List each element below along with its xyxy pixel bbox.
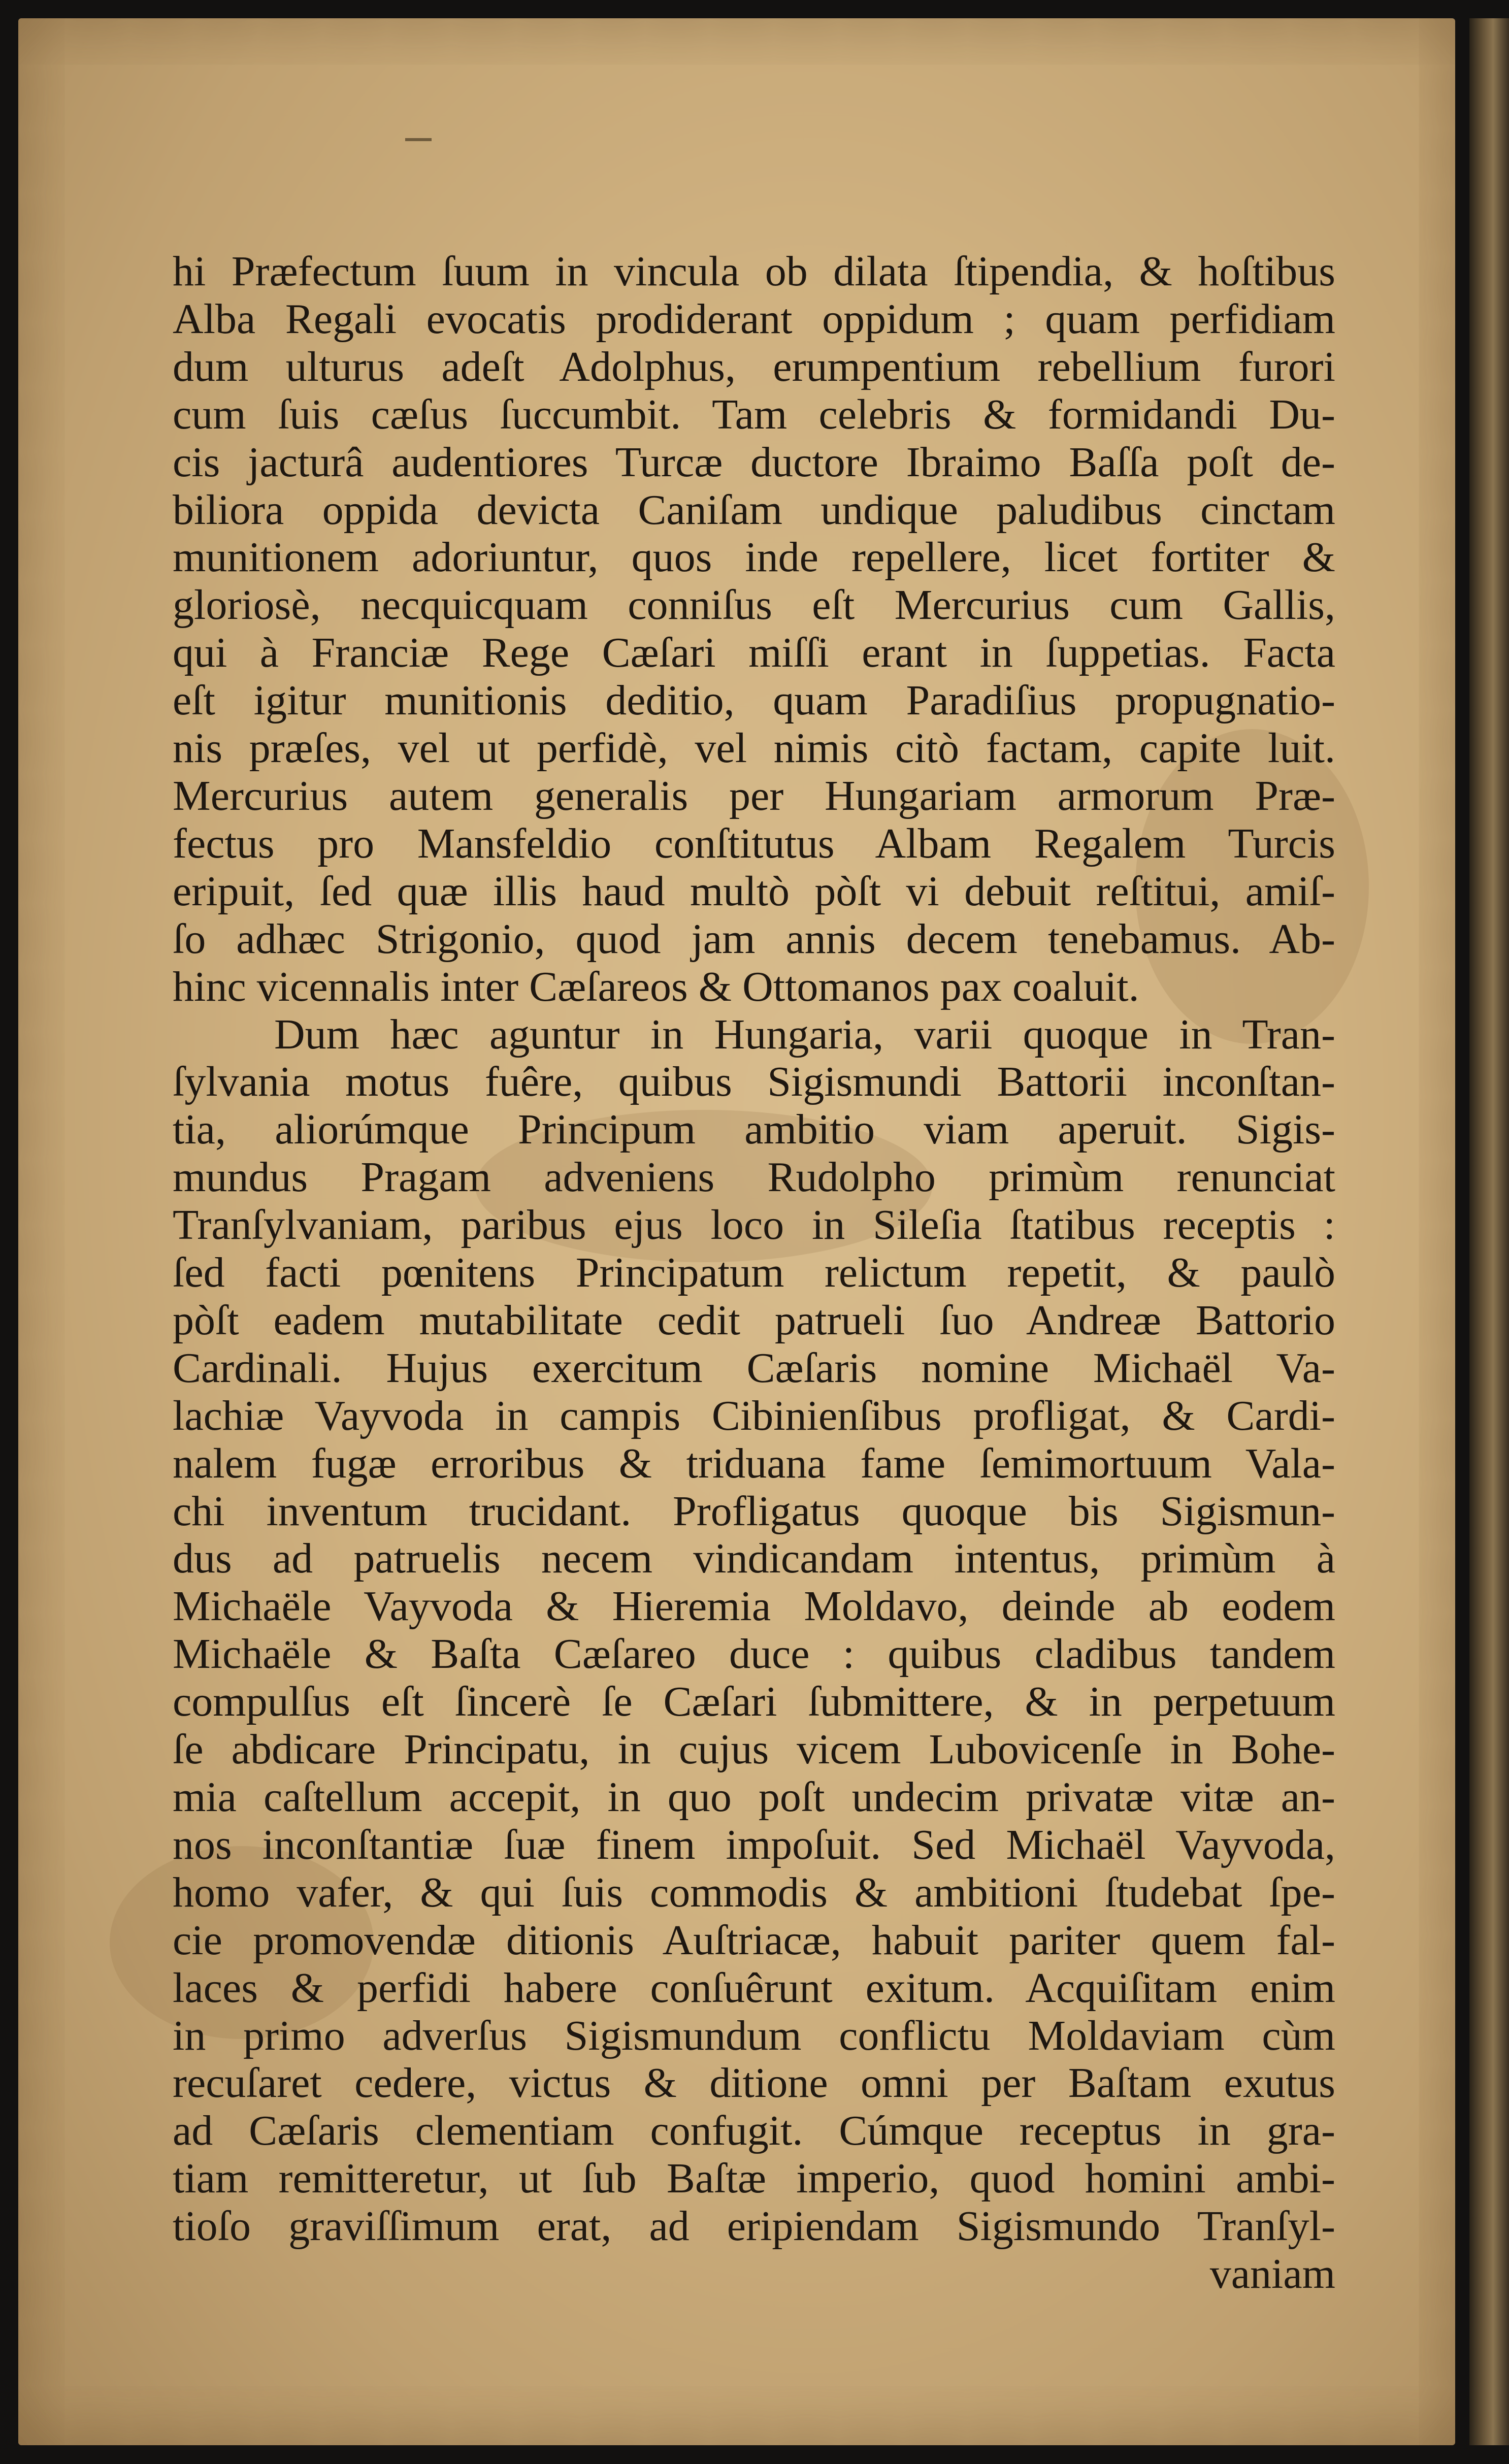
- text-line: Tranſylvaniam, paribus ejus loco in Sileſia ſtatibus receptis :: [173, 1201, 1335, 1249]
- text-line: mia caſtellum accepit, in quo poſt undecim privatæ vitæ an-: [173, 1773, 1335, 1821]
- text-line: cie promovendæ ditionis Auſtriacæ, habuit pariter quem fal-: [173, 1916, 1335, 1964]
- text-line: compulſus eſt ſincerè ſe Cæſari ſubmittere, & in perpetuum: [173, 1678, 1335, 1726]
- text-line: Mercurius autem generalis per Hungariam armorum Præ-: [173, 772, 1335, 819]
- text-line: ſylvania motus fuêre, quibus Sigismundi Battorii inconſtan-: [173, 1058, 1335, 1106]
- text-line: pòſt eadem mutabilitate cedit patrueli ſuo Andreæ Battorio: [173, 1296, 1335, 1344]
- text-line: dum ulturus adeſt Adolphus, erumpentium rebellium furori: [173, 343, 1335, 390]
- text-line: biliora oppida devicta Caniſam undique paludibus cinctam: [173, 486, 1335, 534]
- text-line: eripuit, ſed quæ illis haud multò pòſt vi debuit reſtitui, amiſ-: [173, 867, 1335, 915]
- text-line: ſed facti pœnitens Principatum relictum repetit, & paulò: [173, 1249, 1335, 1297]
- text-line: tiam remitteretur, ut ſub Baſtæ imperio, quod homini ambi-: [173, 2155, 1335, 2203]
- text-line: qui à Franciæ Rege Cæſari miſſi erant in ſuppetias. Facta: [173, 629, 1335, 677]
- text-line: gloriosè, necquicquam conniſus eſt Mercurius cum Gallis,: [173, 581, 1335, 629]
- text-line: eſt igitur munitionis deditio, quam Paradiſius propugnatio-: [173, 677, 1335, 725]
- text-line: fectus pro Mansfeldio conſtitutus Albam Regalem Turcis: [173, 819, 1335, 867]
- text-line: tia, aliorúmque Principum ambitio viam aperuit. Sigis-: [173, 1106, 1335, 1154]
- text-line: hi Præfectum ſuum in vincula ob dilata ſtipendia, & hoſtibus: [173, 248, 1335, 295]
- text-line: nalem fugæ erroribus & triduana fame ſemimortuum Vala-: [173, 1439, 1335, 1487]
- text-line: ſo adhæc Strigonio, quod jam annis decem tenebamus. Ab-: [173, 915, 1335, 963]
- text-line: dus ad patruelis necem vindicandam intentus, primùm à: [173, 1535, 1335, 1583]
- text-line: homo vafer, & qui ſuis commodis & ambitioni ſtudebat ſpe-: [173, 1868, 1335, 1916]
- text-line: Cardinali. Hujus exercitum Cæſaris nomine Michaël Va-: [173, 1344, 1335, 1392]
- text-line: tioſo graviſſimum erat, ad eripiendam Sigismundo Tranſyl-: [173, 2203, 1335, 2250]
- catchword: vaniam: [1209, 2250, 1335, 2298]
- text-line: laces & perfidi habere conſuêrunt exitum. Acquiſitam enim: [173, 1964, 1335, 2012]
- text-line: nis præſes, vel ut perfidè, vel nimis citò factam, capite luit.: [173, 725, 1335, 772]
- text-line: recuſaret cedere, victus & ditione omni per Baſtam exutus: [173, 2059, 1335, 2107]
- text-line: Alba Regali evocatis prodiderant oppidum ; quam perfidiam: [173, 295, 1335, 343]
- book-spine-edge: [1469, 18, 1509, 2445]
- ink-mark: [405, 138, 432, 141]
- page-body-text: [173, 248, 1335, 2298]
- paragraph-first-line: Dum hæc aguntur in Hungaria, varii quoque in Tran-: [274, 1010, 1335, 1058]
- text-line: in primo adverſus Sigismundum conflictu Moldaviam cùm: [173, 2012, 1335, 2059]
- text-line: ad Cæſaris clementiam confugit. Cúmque receptus in gra-: [173, 2107, 1335, 2155]
- text-line: cis jacturâ audentiores Turcæ ductore Ibraimo Baſſa poſt de-: [173, 438, 1335, 486]
- text-line: chi inventum trucidant. Profligatus quoque bis Sigismun-: [173, 1487, 1335, 1535]
- text-line: hinc vicennalis inter Cæſareos & Ottomanos pax coaluit.: [173, 963, 1139, 1010]
- text-line: nos inconſtantiæ ſuæ finem impoſuit. Sed Michaël Vayvoda,: [173, 1821, 1335, 1868]
- text-line: Michaële & Baſta Cæſareo duce : quibus cladibus tandem: [173, 1630, 1335, 1678]
- text-line: Michaële Vayvoda & Hieremia Moldavo, deinde ab eodem: [173, 1583, 1335, 1630]
- text-line: mundus Pragam adveniens Rudolpho primùm renunciat: [173, 1154, 1335, 1201]
- text-line: lachiæ Vayvoda in campis Cibinienſibus profligat, & Cardi-: [173, 1392, 1335, 1439]
- text-line: munitionem adoriuntur, quos inde repellere, licet fortiter &: [173, 534, 1335, 581]
- text-line: ſe abdicare Principatu, in cujus vicem Lubovicenſe in Bohe-: [173, 1726, 1335, 1773]
- text-line: cum ſuis cæſus ſuccumbit. Tam celebris & formidandi Du-: [173, 390, 1335, 438]
